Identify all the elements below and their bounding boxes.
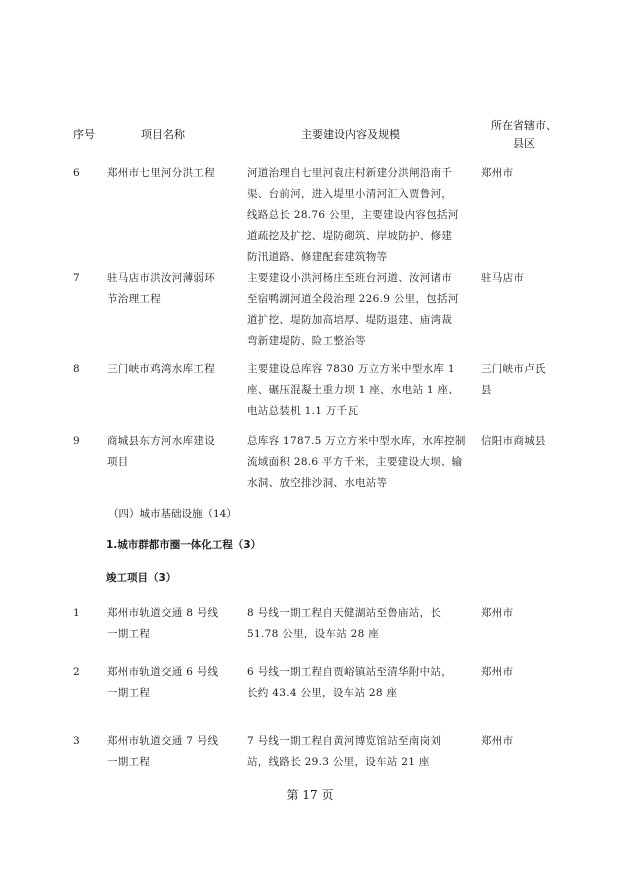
project-name: 郑州市轨道交通 8 号线 一期工程 [107,607,219,640]
project-content: 8 号线一期工程自天健湖站至鲁庙站，长 51.78 公里，设车站 28 座 [247,607,442,640]
header-region-line1: 所在省辖市、 [491,119,557,132]
project-name: 郑州市轨道交通 6 号线 一期工程 [107,666,219,699]
section-heading-4: （四）城市基础设施（14） [108,508,237,520]
project-region: 信阳市商城县 [481,435,546,447]
project-content: 总库容 1787.5 万立方米中型水库，水库控制 流域面积 28.6 平方千米，主要建设大坝、输 水洞、放空排沙洞、水电站等 [247,435,466,489]
project-content: 主要建设总库容 7830 万立方米中型水库 1 座、碾压混凝土重力坝 1 座、水电站 1 座、 电站总装机 1.1 万千瓦 [247,363,460,417]
row-number: 9 [73,435,80,447]
project-content: 河道治理自七里河袁庄村新建分洪闸沿南千 渠、台前河，进入堤里小清河汇入贾鲁河， 线路总长 28.76 公里，主要建设内容包括河 道疏挖及扩挖、堤防砌筑、岸坡防护、修建 防汛道路、修建配套建筑物等 [247,167,459,263]
project-content: 主要建设小洪河杨庄至班台河道、汝河诸市 至宿鸭湖河道全段治理 226.9 公里，包括河 道扩挖、堤防加高培厚、堤防退建、庙湾裁 弯新建堤防、险工整治等 [247,272,459,347]
project-content: 7 号线一期工程自黄河博览馆站至南岗刘 站，线路长 29.3 公里，设车站 21 座 [247,735,442,768]
page-number: 第 17 页 [286,788,334,802]
project-region: 郑州市 [481,735,514,747]
section-completed-projects: 竣工项目（3） [106,572,177,584]
row-number: 1 [73,607,80,619]
project-region: 郑州市 [481,167,514,179]
section-heading-4-1: 1.城市群都市圈一体化工程（3） [106,539,262,551]
project-name: 郑州市轨道交通 7 号线 一期工程 [107,735,219,768]
project-name: 商城县东方河水库建设 项目 [107,435,215,468]
project-content: 6 号线一期工程自贾峪镇站至清华附中站， 长约 43.4 公里，设车站 28 座 [247,666,453,699]
row-number: 8 [73,363,80,375]
project-name: 三门峡市鸡湾水库工程 [107,363,215,375]
header-no: 序号 [73,128,95,141]
header-region-line2: 县区 [513,137,535,150]
row-number: 3 [73,735,80,747]
project-name: 郑州市七里河分洪工程 [107,167,215,179]
header-region [482,117,566,153]
project-region: 驻马店市 [481,272,525,284]
row-number: 6 [73,167,80,179]
project-region: 三门峡市卢氏 县 [481,363,546,396]
header-content: 主要建设内容及规模 [301,128,400,141]
project-region: 郑州市 [481,607,514,619]
header-name: 项目名称 [141,128,185,141]
project-name: 驻马店市洪汝河薄弱环 节治理工程 [107,272,215,305]
project-region: 郑州市 [481,666,514,678]
row-number: 7 [73,272,80,284]
row-number: 2 [73,666,80,678]
